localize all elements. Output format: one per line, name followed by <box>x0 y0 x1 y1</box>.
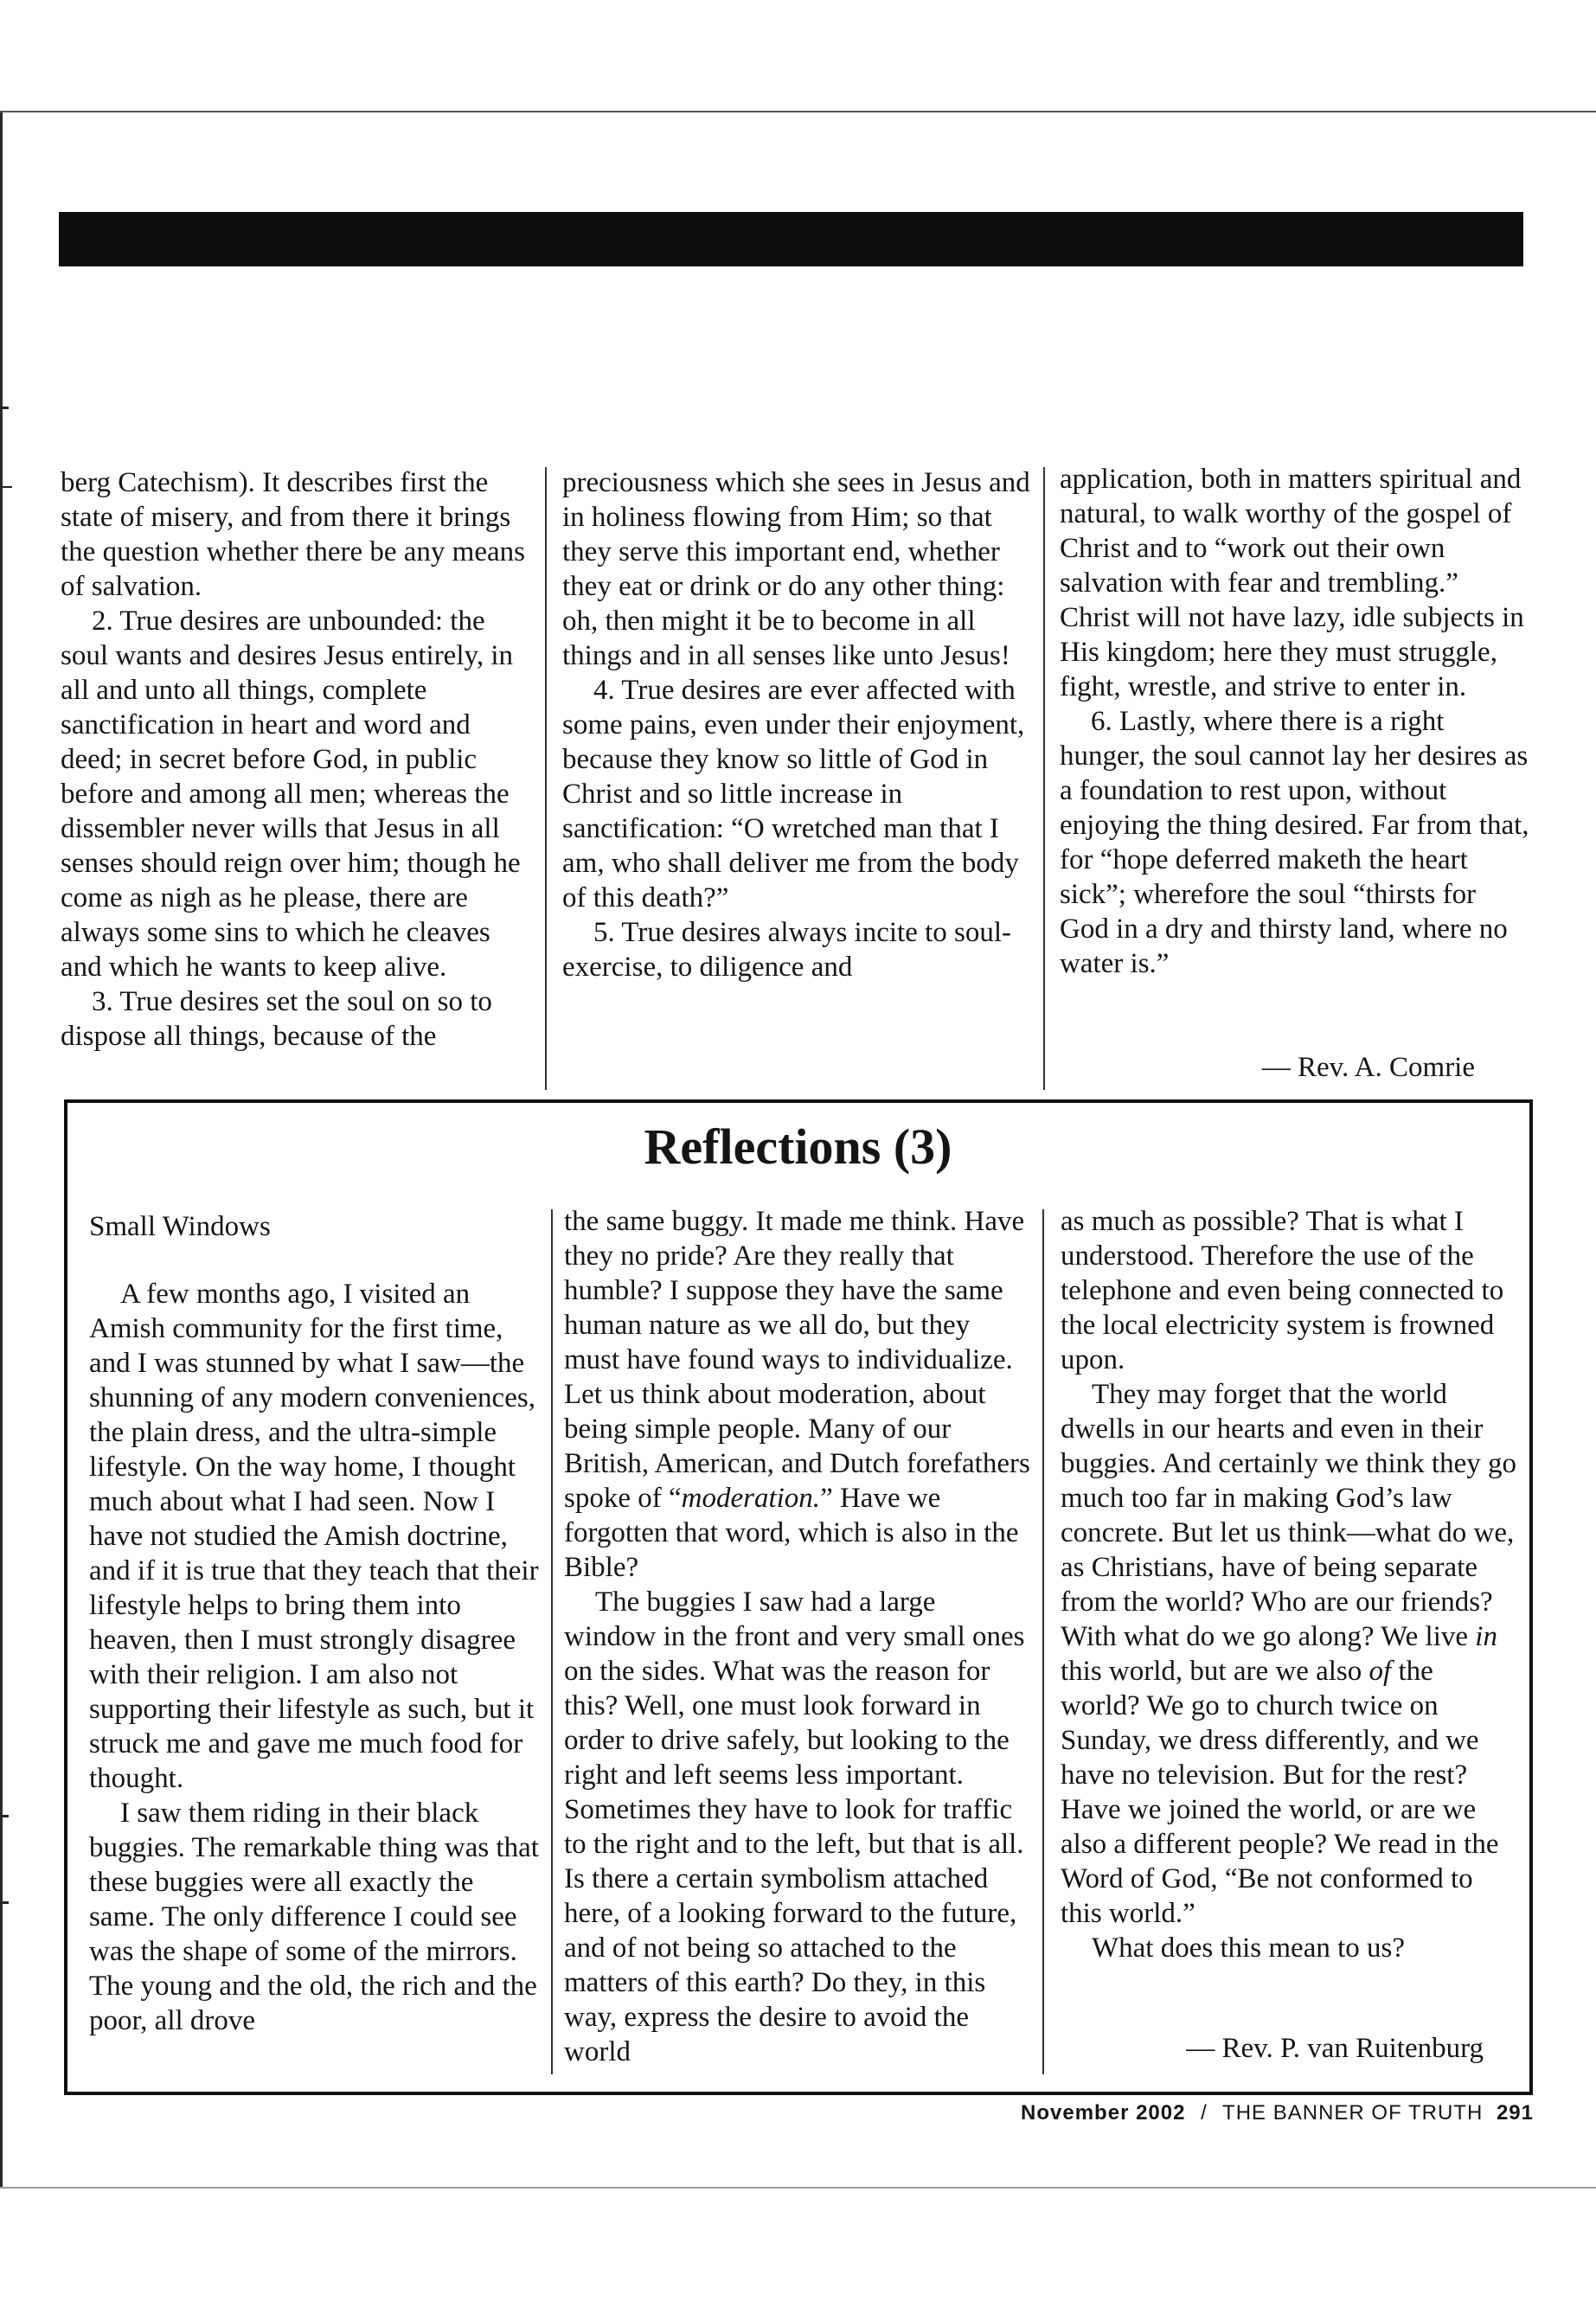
page-footer <box>1021 2099 1534 2128</box>
reflections-paragraph <box>564 1204 1031 1585</box>
article-paragraph: 6. Lastly, where there is a right hunger, the soul cannot lay her desires as a foundation to rest upon, without enjoying the thing desired. Far from that, for “hope deferred maketh the heart sick”; wherefore the soul “thirsts for God in a dry and thirsty land, where no water is.” <box>1060 706 1529 979</box>
text-run: this world, but are we also <box>1061 1656 1369 1687</box>
italic-text: in <box>1475 1621 1497 1652</box>
column-rule <box>551 1209 553 2074</box>
page-number: 291 <box>1496 2101 1534 2125</box>
header-band <box>59 212 1523 266</box>
reflections-title: Reflections (3) <box>644 1118 952 1175</box>
reflections-paragraph: I saw them riding in their black buggies. The remarkable thing was that these buggies were all exactly the same. The only difference I could see was the shape of some of the mirrors. The young and the old, the rich and the poor, all drove <box>89 1798 539 2036</box>
column-rule <box>1043 467 1045 1090</box>
reflections-column-2 <box>564 1204 1031 2069</box>
reflections-paragraph: What does this mean to us? <box>1092 1932 1406 1964</box>
italic-text: of <box>1368 1656 1392 1687</box>
article-paragraph: 2. True desires are unbounded: the soul wants and desires Jesus entirely, in all and unto all things, complete sanctification in heart and word and deed; in secret before God, in public before and among all men; whereas the dissembler never wills that Jesus in all senses should reign over him; though he come as nigh as he please, there are always some sins to which he cleaves and which he wants to keep alive. <box>61 606 521 983</box>
reflections-column-1 <box>89 1277 543 2038</box>
footer-separator: / <box>1201 2101 1208 2125</box>
reflections-paragraph: as much as possible? That is what I understood. Therefore the use of the telephone and even being connected to the local electricity system is frowned upon. <box>1061 1206 1504 1375</box>
reflections-paragraph <box>1061 1377 1517 1931</box>
text-run: the same buggy. It made me think. Have they no pride? Are they really that humble? I suppose they have the same human nature as we all do, but they must have found ways to individualize. Let us think about moderation, about being simple people. Many of our British, American, and Dutch forefathers spoke of “ <box>564 1206 1030 1514</box>
article-paragraph: preciousness which she sees in Jesus and in holiness flowing from Him; so that they serve this important end, whether they eat or drink or do any other thing: oh, then might it be to become in all things and in all senses like unto Jesus! <box>562 467 1030 671</box>
margin-tick <box>0 407 9 409</box>
reflections-column-3 <box>1061 1204 1517 1965</box>
margin-tick <box>0 1901 9 1904</box>
text-run: ” Have we forgotten that word, which is also in the Bible? <box>564 1483 1019 1583</box>
article-paragraph: 3. True desires set the soul on so to dispose all things, because of the <box>61 986 492 1052</box>
article-paragraph: application, both in matters spiritual and natural, to walk worthy of the gospel of Christ and to “work out their own salvation with fear and trembling.” Christ will not have lazy, idle subjects in His kingdom; here they must struggle, fight, wrestle, and strive to enter in. <box>1060 464 1524 702</box>
text-run: the world? We go to church twice on Sunday, we dress differently, and we have no television. But for the rest? Have we joined the world, or are we also a different people? We read in the Word of God, “Be not conformed to this world.” <box>1061 1656 1499 1929</box>
article-column-3 <box>1060 462 1531 981</box>
page-edge-bottom <box>0 2187 1596 2189</box>
margin-tick <box>0 1815 9 1817</box>
article-paragraph: 5. True desires always incite to soul-exercise, to diligence and <box>562 917 1012 983</box>
italic-text: moderation. <box>681 1483 821 1514</box>
text-run: They may forget that the world dwells in our hearts and even in their buggies. And certainly we think they go much too far in making God’s law concrete. But let us think—what do we, as Christians, have of being separate from the world? Who are our friends? With what do we go along? We live <box>1061 1379 1516 1652</box>
column-rule <box>1042 1209 1044 2074</box>
footer-date: November 2002 <box>1021 2101 1186 2125</box>
article-paragraph: 4. True desires are ever affected with some pains, even under their enjoyment, because they know so little of God in Christ and so little increase in sanctification: “O wretched man that I am, who shall deliver me from the body of this death?” <box>562 675 1025 913</box>
article-column-2 <box>562 465 1034 984</box>
article-paragraph: berg Catechism). It describes first the state of misery, and from there it brings the question whether there be any means of salvation. <box>61 467 525 602</box>
footer-publication: THE BANNER OF TRUTH <box>1222 2101 1484 2125</box>
reflections-paragraph: A few months ago, I visited an Amish community for the first time, and I was stunned by what I saw—the shunning of any modern conveniences, the plain dress, and the ultra-simple lifestyle. On the way home, I thought much about what I had seen. Now I have not studied the Amish doctrine, and if it is true that they teach that their lifestyle helps to bring them into heaven, then I must strongly disagree with their religion. I am also not supporting their lifestyle as such, but it struck me and gave me much food for thought. <box>89 1279 539 1794</box>
article-signature: — Rev. A. Comrie <box>1261 1052 1475 1083</box>
column-rule <box>545 467 547 1090</box>
reflections-signature: — Rev. P. van Ruitenburg <box>1186 2033 1484 2064</box>
article-column-1 <box>61 465 532 1054</box>
reflections-subtitle: Small Windows <box>89 1211 271 1242</box>
margin-tick <box>0 486 12 488</box>
reflections-paragraph: The buggies I saw had a large window in the front and very small ones on the sides. What was the reason for this? Well, one must look forward in order to drive safely, but looking to the right and left seems less important. Sometimes they have to look for traffic to the right and to the left, but that is all. Is there a certain symbolism attached here, of a looking forward to the future, and of not being so attached to the matters of this earth? Do they, in this way, express the desire to avoid the world <box>564 1586 1025 2067</box>
page-edge-top <box>0 111 1596 112</box>
